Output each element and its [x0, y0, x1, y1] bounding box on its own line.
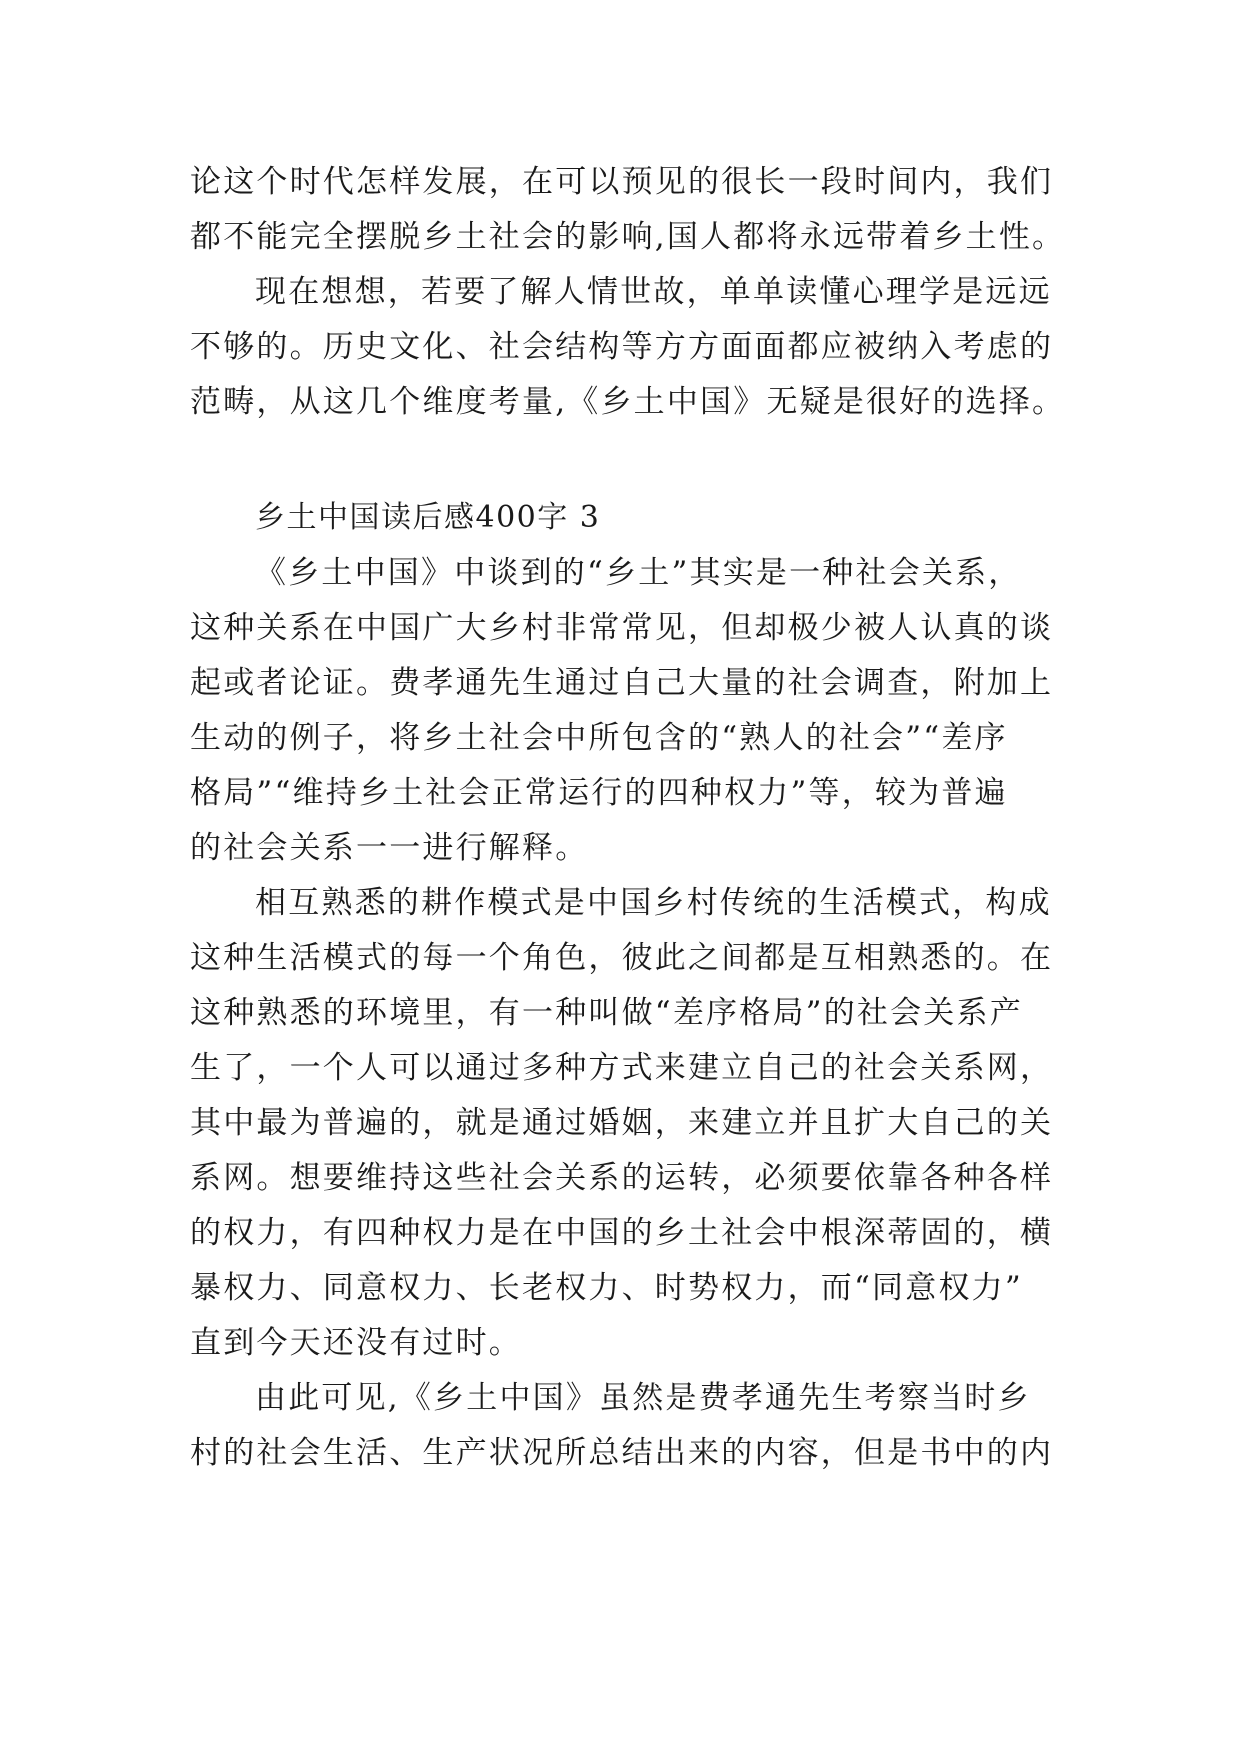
paragraph-first-line: 相互熟悉的耕作模式是中国乡村传统的生活模式，构成	[255, 885, 1052, 921]
text-line: 的社会关系一一进行解释。	[190, 830, 589, 866]
text-line: 其中最为普遍的，就是通过婚姻，来建立并且扩大自己的关	[190, 1105, 1054, 1141]
text-line: 都不能完全摆脱乡土社会的影响,国人都将永远带着乡土性。	[190, 219, 1066, 255]
text-line: 的权力，有四种权力是在中国的乡土社会中根深蒂固的，横	[190, 1215, 1054, 1251]
text-line: 系网。想要维持这些社会关系的运转，必须要依靠各种各样	[190, 1160, 1054, 1196]
paragraph-first-line: 现在想想，若要了解人情世故，单单读懂心理学是远远	[255, 274, 1052, 310]
paragraph-first-line: 《乡土中国》中谈到的“乡土”其实是一种社会关系，	[255, 555, 1022, 591]
text-line: 生动的例子，将乡土社会中所包含的“熟人的社会”“差序	[190, 720, 1008, 756]
text-line: 不够的。历史文化、社会结构等方方面面都应被纳入考虑的	[190, 329, 1054, 365]
text-line: 范畴，从这几个维度考量,《乡土中国》无疑是很好的选择。	[190, 384, 1066, 420]
text-line: 这种关系在中国广大乡村非常常见，但却极少被人认真的谈	[190, 610, 1054, 646]
text-line: 格局”“维持乡土社会正常运行的四种权力”等，较为普遍	[190, 775, 1008, 811]
text-line: 论这个时代怎样发展，在可以预见的很长一段时间内，我们	[190, 164, 1054, 200]
text-line: 这种生活模式的每一个角色，彼此之间都是互相熟悉的。在	[190, 940, 1054, 976]
text-line: 村的社会生活、生产状况所总结出来的内容，但是书中的内	[190, 1435, 1054, 1471]
text-line: 直到今天还没有过时。	[190, 1325, 522, 1361]
text-line: 生了，一个人可以通过多种方式来建立自己的社会关系网，	[190, 1050, 1054, 1086]
text-line: 暴权力、同意权力、长老权力、时势权力，而“同意权力”	[190, 1270, 1023, 1306]
text-line: 这种熟悉的环境里，有一种叫做“差序格局”的社会关系产	[190, 995, 1023, 1031]
text-line: 起或者论证。费孝通先生通过自己大量的社会调查，附加上	[190, 665, 1054, 701]
section-heading: 乡土中国读后感400字 3	[255, 500, 601, 535]
paragraph-first-line: 由此可见,《乡土中国》虽然是费孝通先生考察当时乡	[255, 1380, 1031, 1416]
